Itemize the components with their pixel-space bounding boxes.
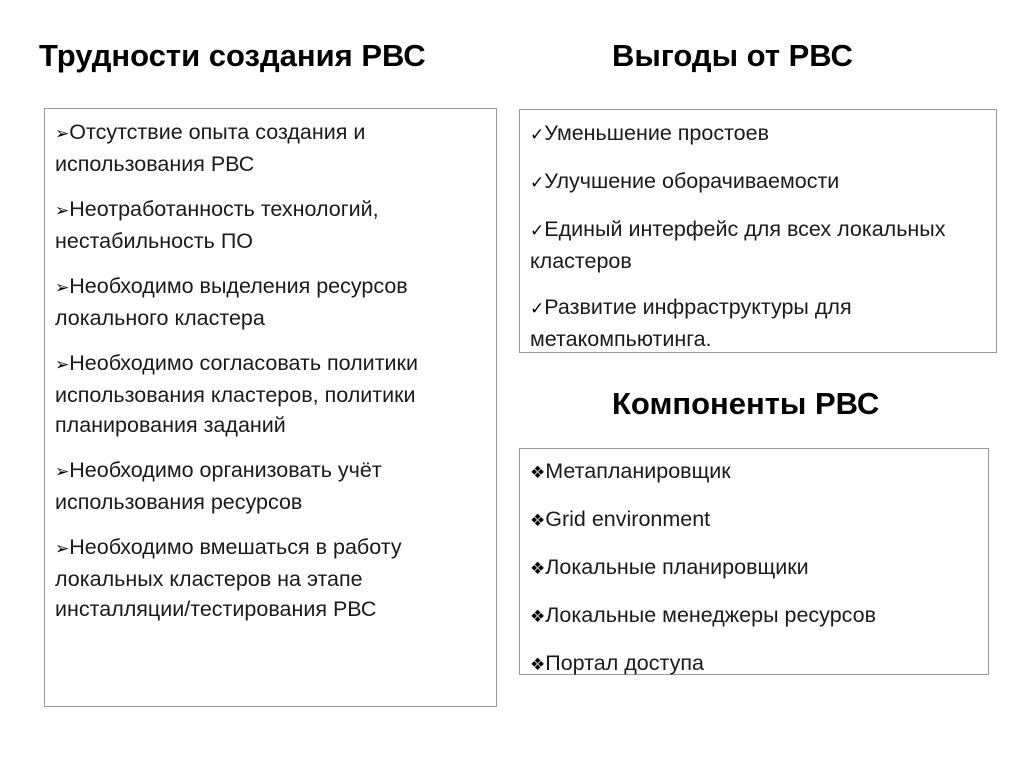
- diamond-bullet-icon: ❖: [530, 655, 546, 675]
- arrowhead-bullet-icon: ➢: [55, 201, 70, 221]
- list-item: [55, 348, 488, 440]
- list-item: [55, 455, 488, 517]
- difficulty-text: Необходимо выделения ресурсов локального кластера: [55, 274, 408, 330]
- component-text: Портал доступа: [545, 651, 704, 675]
- difficulty-text: Неотработанность технологий, нестабильность ПО: [55, 197, 379, 253]
- difficulties-box: [44, 108, 497, 707]
- list-item: [55, 271, 488, 333]
- component-text: Grid environment: [545, 507, 711, 531]
- benefit-text: Единый интерфейс для всех локальных кластеров: [530, 217, 946, 273]
- list-item: [530, 600, 980, 632]
- components-list: [530, 456, 980, 680]
- benefit-text: Уменьшение простоев: [544, 121, 770, 145]
- benefits-list: [530, 118, 988, 354]
- arrowhead-bullet-icon: ➢: [55, 124, 70, 144]
- list-item: [530, 552, 980, 584]
- difficulties-heading: Трудности создания РВС: [39, 38, 426, 73]
- list-item: [530, 456, 980, 488]
- benefit-text: Развитие инфраструктуры для метакомпьютинга.: [530, 295, 852, 351]
- arrowhead-bullet-icon: ➢: [55, 355, 70, 375]
- component-text: Метапланировщик: [545, 459, 731, 483]
- difficulty-text: Необходимо организовать учёт использования ресурсов: [55, 458, 382, 514]
- checkmark-bullet-icon: ✓: [530, 125, 545, 145]
- benefit-text: Улучшение оборачиваемости: [544, 169, 840, 193]
- difficulty-text: Необходимо вмешаться в работу локальных кластеров на этапе инсталляции/тестирования РВС: [55, 535, 402, 621]
- component-text: Локальные менеджеры ресурсов: [545, 603, 877, 627]
- components-heading: Компоненты РВС: [612, 386, 880, 421]
- list-item: [530, 648, 980, 680]
- diamond-bullet-icon: ❖: [530, 559, 546, 579]
- component-text: Локальные планировщики: [545, 555, 809, 579]
- arrowhead-bullet-icon: ➢: [55, 278, 70, 298]
- checkmark-bullet-icon: ✓: [530, 173, 545, 193]
- diamond-bullet-icon: ❖: [530, 607, 546, 627]
- list-item: [530, 292, 988, 354]
- difficulty-text: Необходимо согласовать политики использования кластеров, политики планирования заданий: [55, 351, 418, 437]
- list-item: [530, 504, 980, 536]
- list-item: [530, 166, 988, 198]
- arrowhead-bullet-icon: ➢: [55, 539, 70, 559]
- arrowhead-bullet-icon: ➢: [55, 462, 70, 482]
- components-box: [519, 448, 989, 675]
- list-item: [55, 194, 488, 256]
- benefits-box: [519, 109, 997, 353]
- list-item: [55, 532, 488, 624]
- difficulties-list: [55, 117, 488, 624]
- diamond-bullet-icon: ❖: [530, 511, 546, 531]
- list-item: [530, 214, 988, 276]
- diamond-bullet-icon: ❖: [530, 463, 546, 483]
- difficulty-text: Отсутствие опыта создания и использования РВС: [55, 120, 366, 176]
- list-item: [530, 118, 988, 150]
- checkmark-bullet-icon: ✓: [530, 221, 545, 241]
- checkmark-bullet-icon: ✓: [530, 299, 545, 319]
- list-item: [55, 117, 488, 179]
- benefits-heading: Выгоды от РВС: [612, 38, 853, 73]
